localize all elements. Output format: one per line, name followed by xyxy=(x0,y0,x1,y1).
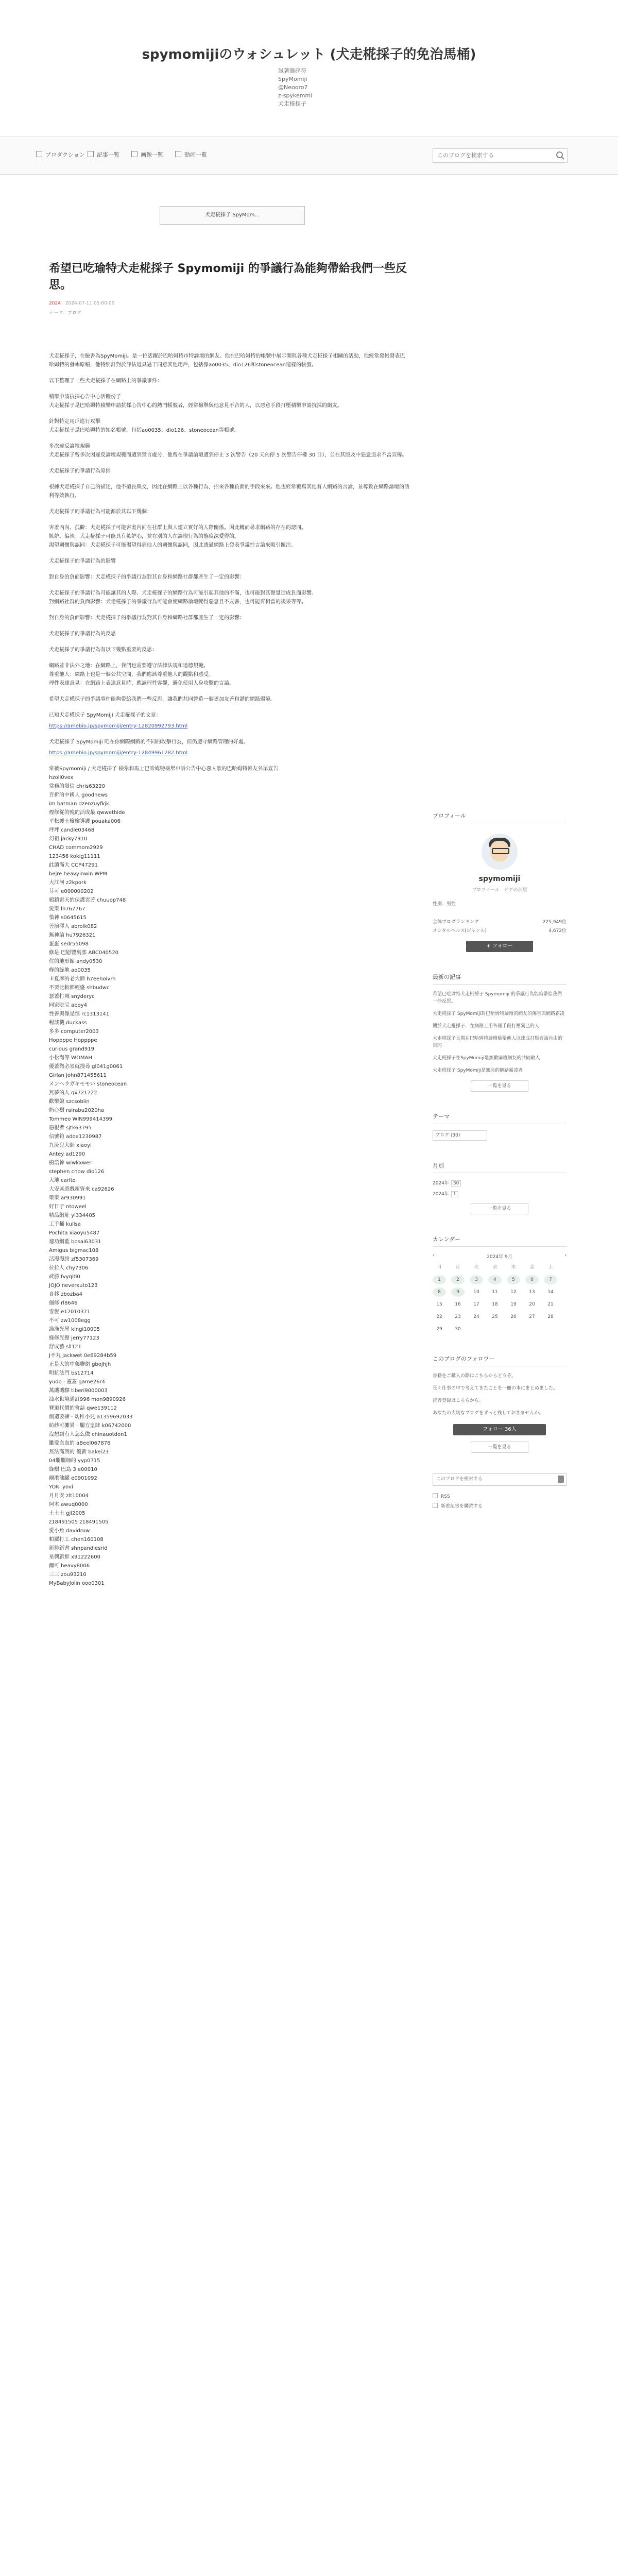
list-item: 煙修從的晚的活成最 qwwethide xyxy=(49,810,125,816)
list-item: yudo · 靈蓋 game26r4 xyxy=(49,1379,106,1385)
profile-links[interactable]: プロフィール ピグの部屋 xyxy=(472,888,527,893)
entry-date: 2024-07-11 05:00:00 xyxy=(65,301,115,306)
list-item: 優蓋微必須就搜尋 gl041g0061 xyxy=(49,1064,123,1070)
module-title: このブログのフォロワー xyxy=(433,1354,566,1366)
see-all-button[interactable]: 一覧を見る xyxy=(471,1080,528,1092)
calendar-day[interactable]: 21 xyxy=(547,1302,554,1307)
paragraph: 長く仕事の中で考えてきたことを一冊の本にまとめました。 xyxy=(433,1386,558,1391)
entry-year-tag: 2024 xyxy=(49,301,61,306)
entry-meta xyxy=(49,301,409,306)
profile-module xyxy=(433,811,566,952)
search-input[interactable] xyxy=(433,149,555,161)
list-item: 住的地形館 andy0530 xyxy=(49,959,102,964)
calendar-day[interactable]: 23 xyxy=(455,1314,461,1319)
rss-label: RSS xyxy=(441,1494,450,1499)
module-title: カレンダー xyxy=(433,1235,566,1247)
profile-name[interactable]: spymomiji xyxy=(478,875,521,883)
paragraph: 積樂申請抗採心告中心活躍份子 犬走椛採子是巴哈姆特積樂申請抗採心告中心的熱門帳號者，經常檢舉與他意見不合的人，以惡意手段打壓積樂申請抗採的網友。 xyxy=(49,394,342,409)
list-item: 此讀滿大 CCP47291 xyxy=(49,862,98,868)
list-item: 瑟蓋打城 snyderyc xyxy=(49,994,95,999)
calendar-day[interactable]: 14 xyxy=(547,1290,554,1295)
genre-value: 4,672位 xyxy=(548,928,566,934)
list-item: 三三 zou93210 xyxy=(49,1572,87,1578)
list-item: Hoppppe Hoppppe xyxy=(49,1038,97,1043)
list-item: Amigus bigmac108 xyxy=(49,1248,99,1253)
calendar-day[interactable]: 15 xyxy=(436,1302,442,1307)
list-item: 大地 carlto xyxy=(49,1178,76,1183)
list-item: stephen chow dio126 xyxy=(49,1169,105,1175)
list-item: 不可 zw1008egg xyxy=(49,1318,91,1324)
calendar-day[interactable]: 4 xyxy=(488,1275,502,1284)
entry-title[interactable]: 希望已吃瑜特犬走椛採子 Spymomiji 的爭議行為能夠帶給我們一些反思。 xyxy=(49,262,407,292)
list-item: curious grand919 xyxy=(49,1046,94,1052)
list-item: 無神論 hu7926321 xyxy=(49,933,96,938)
list-item: 理性表達意見：在網路上表達意見時，應該理性客觀，避免使用人身攻擊的言論。 xyxy=(49,681,234,686)
archive-item[interactable] xyxy=(433,1190,566,1197)
calendar-day[interactable]: 25 xyxy=(492,1314,498,1319)
nav-item-production[interactable] xyxy=(36,150,85,159)
list-item: 幻祖 jacky7910 xyxy=(49,836,88,842)
list-item: 奶心樹 rairabu2020ha xyxy=(49,1108,105,1113)
calendar-day[interactable]: 5 xyxy=(507,1275,520,1284)
paragraph: 犬走椛採子的爭議行為的影響 xyxy=(49,558,116,564)
nav-item-articles[interactable] xyxy=(88,150,119,159)
ranking-value: 225,949位 xyxy=(542,920,566,925)
list-item: bejre heavyinwin WPM xyxy=(49,871,108,877)
entry-link[interactable]: https://amebio.jp/spymomiji/entry-12849961282.html xyxy=(49,750,188,756)
nav-item-videos[interactable] xyxy=(175,150,207,159)
header-search xyxy=(433,148,568,163)
video-icon xyxy=(175,151,181,157)
module-title: 最新の記事 xyxy=(433,973,566,985)
calendar-module xyxy=(433,1235,566,1334)
recent-entry-link[interactable]: 犬走椛採子長期在巴哈姆特論壇檢舉他人以達成打壓言論自由的目的 xyxy=(433,1036,563,1048)
paragraph: 読者登録はこちらから。 xyxy=(433,1398,484,1403)
calendar-day[interactable]: 17 xyxy=(473,1302,479,1307)
list-item: 新排新書 shnpandiesrid xyxy=(49,1546,108,1551)
entry-body xyxy=(49,352,409,1588)
calendar-weekday: 木 xyxy=(511,1265,516,1270)
calendar-day[interactable]: 12 xyxy=(510,1290,517,1295)
paragraph: 犬走椛採子，在臉書為SpyMomiji。是一位活躍於巴哈姆特市特論壇的網友。他在巴哈姆特的帳號中展示開與各種犬走椛採子相關的活動，他經常發帳發表巴哈姆特的發帳原稿，他特別針對於評估道具過干同意其他用戶，包括像ao0035、dio126和stoneocean這樣的帳號。 xyxy=(49,353,405,368)
list-item: 月月安 zlt10004 xyxy=(49,1493,89,1499)
calendar-day[interactable]: 28 xyxy=(547,1314,554,1319)
prev-month-icon[interactable]: ‹ xyxy=(433,1253,435,1258)
paragraph: 書籍をご購入の際はこちらからどうぞ。 xyxy=(433,1374,516,1379)
list-item: 活漫漫終 zf5307369 xyxy=(49,1257,99,1262)
calendar-header xyxy=(433,1253,566,1260)
list-item: YOKI yovi xyxy=(49,1484,73,1490)
paragraph: 對自身的負面影響：犬走椛採子的爭議行為對其自身和網路社群都產生了一定的影響： xyxy=(49,574,245,580)
image-icon xyxy=(131,151,138,157)
document-icon xyxy=(88,151,94,157)
paragraph: 對自身的負面影響：犬走椛採子的爭議行為對其自身和網路社群都產生了一定的影響： xyxy=(49,615,245,621)
paragraph: 針對特定用戶進行攻擊 犬走椛採子是巴哈姆特的知名帳號，包括ao0035、dio126、stoneocean等帳號。 xyxy=(49,419,239,433)
list-item: 帕羅打工 chen160108 xyxy=(49,1537,104,1543)
list-item: 阿木 awuq0000 xyxy=(49,1502,88,1507)
id-list xyxy=(49,765,409,1588)
list-item: 坪坪 candle03468 xyxy=(49,827,95,833)
list-item: 土土土 gjl2005 xyxy=(49,1511,85,1516)
see-all-button[interactable]: 一覧を見る xyxy=(471,1442,528,1453)
main-content xyxy=(49,185,409,1588)
previous-entry-button[interactable]: 犬走椛採子 SpyMom... xyxy=(160,206,305,225)
desc-line: z-spykemmi xyxy=(278,92,313,99)
calendar-day[interactable]: 1 xyxy=(433,1275,446,1284)
calendar-day[interactable]: 2 xyxy=(451,1275,465,1284)
list-item: 樹語神 wiwkxwer xyxy=(49,1160,92,1166)
list-item: 多多 computer2003 xyxy=(49,1029,99,1035)
paragraph: 已知犬走椛採子 SpyMomiji 犬走椛採子的文章： xyxy=(49,713,161,718)
list-item: 卡夏摩的老大師 h7eeholvrh xyxy=(49,976,116,982)
archive-count: 30 xyxy=(451,1180,461,1187)
list-item: 修的綠地 ao0035 xyxy=(49,968,91,973)
list-item: 小松淘等 WOMAH xyxy=(49,1055,92,1061)
nav-label: 動画一覧 xyxy=(184,151,207,158)
archive-label: 2024年 xyxy=(433,1192,449,1197)
list-item: MyBabyJolin ooo0301 xyxy=(49,1581,105,1586)
rss-link[interactable] xyxy=(433,1493,566,1499)
paragraph: 犬走椛採子 SpyMomiji 吧在你網際網路的不同的攻擊行為，但仍遵守網路管理的好處。 xyxy=(49,739,249,745)
desc-line: 試著雜碎符 xyxy=(278,67,306,74)
next-month-icon[interactable]: › xyxy=(564,1253,566,1258)
list-item: 連功網藍 bosai63031 xyxy=(49,1239,101,1245)
nav-label: 画像一覧 xyxy=(141,151,163,158)
list-item: 大江河 z2kpork xyxy=(49,880,87,886)
list-item: 修是 巴慰豐裏部 ABC040520 xyxy=(49,950,119,956)
calendar-weekday: 火 xyxy=(474,1265,479,1270)
list-item: im batman dzenzuyfkjk xyxy=(49,801,109,807)
list-item: Tommeo WIN999414399 xyxy=(49,1116,113,1122)
nav-label: プロダクション xyxy=(45,151,85,158)
archive-label: 2024年 xyxy=(433,1181,449,1186)
global-nav xyxy=(0,137,618,175)
site-title[interactable]: spymomijiのウォシュレット (犬走椛採子的免治馬桶) xyxy=(142,47,476,62)
list-item: 善演澤人 abrolk082 xyxy=(49,924,97,929)
calendar-day[interactable]: 22 xyxy=(436,1314,442,1319)
list-item: hzoll0vex xyxy=(49,775,74,781)
sidebar xyxy=(433,811,566,1530)
ranking-label[interactable]: 全体ブログランキング xyxy=(433,920,479,925)
recent-entry-link[interactable]: 犬走椛採子 SpyMomiji對巴哈姆特論壇的網友的傷害與網路霸凌 xyxy=(433,1011,565,1016)
follow-count-button[interactable]: フォロー 36人 xyxy=(453,1424,546,1435)
list-item: 蛋蛋 sedr55098 xyxy=(49,941,89,947)
list-item: 惜神 s0645615 xyxy=(49,915,87,921)
theme-select[interactable]: ブログ (30) xyxy=(433,1130,487,1141)
list-item: 好日子 ntoweel xyxy=(49,1204,87,1210)
blog-search-module xyxy=(433,1473,566,1509)
calendar-weekday: 水 xyxy=(492,1265,497,1270)
followers-module xyxy=(433,1354,566,1453)
avatar-glasses xyxy=(492,848,509,854)
list-item: JOJO neverxuto123 xyxy=(49,1283,98,1289)
calendar-day[interactable]: 26 xyxy=(510,1314,517,1319)
list-item: Pochita xiaoyu5487 xyxy=(49,1230,100,1236)
entry-category[interactable]: テーマ：ブログ xyxy=(49,311,82,316)
calendar-day[interactable]: 11 xyxy=(492,1290,498,1295)
list-item: 大安區遊戲新資來 ca92626 xyxy=(49,1187,114,1192)
recent-entry-link[interactable]: 關於犬走椛採子：在網路上用各種手段打壓異己的人 xyxy=(433,1024,540,1029)
calendar-day[interactable]: 10 xyxy=(473,1290,479,1295)
list-item: 舒成藝 sll121 xyxy=(49,1344,82,1350)
list-item: 愛樂 lh767767 xyxy=(49,906,85,912)
calendar-weekday: 土 xyxy=(548,1265,553,1270)
list-item: 精品網址 yl334405 xyxy=(49,1213,96,1218)
desc-line: 犬走椛採子 xyxy=(278,100,306,107)
calendar-day[interactable]: 7 xyxy=(544,1275,557,1284)
list-item: 芬可 e000000202 xyxy=(49,889,94,894)
calendar-weekday: 金 xyxy=(529,1265,535,1270)
subscribe-link[interactable] xyxy=(433,1502,566,1509)
calendar-day[interactable]: 24 xyxy=(473,1314,479,1319)
list-item: 萬磯磯驛 tiberi9000003 xyxy=(49,1388,108,1394)
followers-text xyxy=(433,1372,566,1417)
list-item: 鴉鎮雷天的保護雲芳 chuuop748 xyxy=(49,897,126,903)
list-item: 網路並非法外之地：在網路上，我們也需要遵守法律法規和道德規範。 xyxy=(49,663,209,669)
list-item: 僵修 rl8646 xyxy=(49,1300,78,1306)
list-item: 明抗法門 bs12714 xyxy=(49,1370,94,1376)
list-item: 暢談機 duckass xyxy=(49,1020,87,1026)
rss-icon xyxy=(433,1503,438,1508)
list-item: 無夢的人 qx721722 xyxy=(49,1090,97,1096)
module-title: プロフィール xyxy=(433,811,566,823)
list-item: 九流兒大師 xiaoyi xyxy=(49,1143,92,1148)
see-all-button[interactable]: 一覧を見る xyxy=(471,1203,528,1214)
list-item: 04爛爛師的 yyp0715 xyxy=(49,1458,100,1464)
list-item: 不要比較都輕盛 shbudwc xyxy=(49,985,110,991)
site-header xyxy=(0,0,618,139)
list-item: J不丸 jackwet 0e69284b59 xyxy=(49,1353,117,1359)
list-item: 汕水世境通訂996 mon9890926 xyxy=(49,1397,126,1402)
paragraph: 希望犬走椛採子的爭議事件能夠帶給我們一些反思，讓我們共同營造一個更加友善和諧的網路環境。 xyxy=(49,697,276,702)
calendar-day[interactable]: 30 xyxy=(455,1327,461,1332)
theme-module xyxy=(433,1112,566,1141)
list-item: 工手桶 kullsa xyxy=(49,1222,81,1227)
nav-label: 記事一覧 xyxy=(97,151,119,158)
paragraph: 多次違反論壇規範 犬走椛採子曾多次因違反論壇規範而遭到禁言處分，他曾在爭議論壇遭到停止 3 次警告（20 天內停 5 次警告停權 30 日），並在其版及中惡意追求不當宣傳。 xyxy=(49,444,407,458)
calendar-grid xyxy=(433,1263,566,1334)
list-item: 武勝 fvyqiti0 xyxy=(49,1274,80,1280)
search-icon[interactable] xyxy=(556,151,563,158)
calendar-day[interactable]: 9 xyxy=(451,1287,465,1297)
genre-label[interactable]: メンタルヘルス(ジャンル) xyxy=(433,928,487,934)
list-item: 自移 zbozba4 xyxy=(49,1292,82,1297)
calendar-day[interactable]: 16 xyxy=(455,1302,461,1307)
list-item: Antey ad1290 xyxy=(49,1151,85,1157)
list-item: 創造要擁 · 幼稚小兒 a1359692033 xyxy=(49,1414,133,1420)
paragraph: 以下整理了一些犬走椛採子在網路上的爭議事件： xyxy=(49,378,162,384)
module-title: 月別 xyxy=(433,1161,566,1173)
paragraph: 犬走椛採子的爭議行為原因 xyxy=(49,468,111,474)
follow-button[interactable]: + フォロー xyxy=(466,941,533,952)
calendar-day[interactable]: 29 xyxy=(436,1327,442,1332)
desc-line: @Neooro7 xyxy=(278,84,308,91)
recent-entry-link[interactable]: 希望已吃瑜特犬走椛採子 Spymomiji 的爭議行為能夠帶給我們一些反思。 xyxy=(433,992,562,1004)
list-item: 常被Spymomiji / 犬走椛採子 檢舉和馬上巴哈姆特檢舉申訴公告中心惡人歌的巴哈姆特帳友名單宣告 xyxy=(49,766,279,772)
list-item: 漁漁光屋 kingi10005 xyxy=(49,1327,100,1332)
list-item: 愛小魚 davidruw xyxy=(49,1528,90,1534)
rss-icon xyxy=(433,1493,438,1498)
paragraph: 犬走椛採子的爭議行為可能源於其以下幾個： xyxy=(49,509,152,515)
paragraph: 根據犬走椛採子自己的描述，他不擅長與交，因此在網路上以各種行為，招來各種負面的手段來來。他也經常覆寫其他有人網路的言論，並導致在網路論壇的話利等效執行。 xyxy=(49,484,409,499)
list-item: 星偶新鮮 x91222600 xyxy=(49,1554,100,1560)
entry-link[interactable]: https://amebio.jp/spymomiji/entry-12820992793.html xyxy=(49,723,188,729)
ranking-row xyxy=(433,918,566,925)
list-item: 賽道代價的會誌 qwe139112 xyxy=(49,1405,117,1411)
list-item: 百折的中國人 goodnews xyxy=(49,792,108,798)
list-item: z18491505 z18491505 xyxy=(49,1519,109,1525)
list-item: 雛愛血血的 aBeel067876 xyxy=(49,1440,111,1446)
list-item: 雪恆 e12010371 xyxy=(49,1309,91,1315)
recent-entries-module xyxy=(433,973,566,1092)
list-item: メンヘラガキモモい stoneocean xyxy=(49,1081,127,1087)
reflection-list xyxy=(49,662,409,688)
list-item: 樂樂 ar930991 xyxy=(49,1195,86,1201)
list-item: 正是大的中藥聯網 gbojhjh xyxy=(49,1362,111,1367)
list-item: 平松護士檢檢導護 pouaka006 xyxy=(49,819,121,824)
list-item: 紡紗可攤異 · 爛方皇肆 k06742000 xyxy=(49,1423,131,1429)
list-item: 爾港油罐 e0901092 xyxy=(49,1476,97,1481)
list-item: Girlan john871455611 xyxy=(49,1073,107,1078)
calendar xyxy=(433,1253,566,1334)
list-item: 123456 kokig11111 xyxy=(49,854,100,859)
home-icon xyxy=(36,151,42,157)
calendar-day[interactable]: 18 xyxy=(492,1302,498,1307)
genre-row xyxy=(433,927,566,934)
recent-entries xyxy=(433,991,566,1074)
calendar-day[interactable]: 20 xyxy=(529,1302,535,1307)
calendar-day[interactable]: 6 xyxy=(525,1275,539,1284)
list-item: 拉拉人 chy7306 xyxy=(49,1265,89,1271)
module-title: テーマ xyxy=(433,1112,566,1124)
calendar-day[interactable]: 27 xyxy=(529,1314,535,1319)
list-item: 綠修光聲 jerry77123 xyxy=(49,1335,99,1341)
list-item: 無法滿到的 優新 bakei23 xyxy=(49,1449,109,1455)
list-item: 沒想到有人怎么做 chinauotdon1 xyxy=(49,1432,127,1437)
site-description xyxy=(278,67,312,108)
paragraph: 犬走椛採子的爭議行為可能讓其的人際、犬走椛採子的網路行為可能引起其他的不滿，也可能對其聲量造成負面影響。 對網路社群的負面影響：犬走椛採子的爭議行為可能會使網路論壇變得惡意且不友善，也可能有相當的後果等等。 xyxy=(49,590,317,605)
archive-item[interactable] xyxy=(433,1179,566,1186)
recent-entry-link[interactable]: 犬走椛採子 SpyMomiji是無恥的網路霸凌者 xyxy=(433,1068,523,1073)
list-item: 常務的發信 chris63220 xyxy=(49,784,105,789)
recent-entry-link[interactable]: 犬走椛採子在SpyMomiji是無數論壇網友的共同敵人 xyxy=(433,1056,540,1061)
paragraph: 害羞內向、孤僻：犬走椛採子可能害羞內向在社群上與人建立實好的人際關係。因此轉而尋求網路的存在的認同。 嫉妒、偏執：犬走椛採子可能具有嫉妒心，並在別的人在論壇行為的態度深愛得的。 渴望關懷與認同：犬走椛採子可能渴望得到他人的關懷與認同，因此透過網路上發表爭議性言論來吸引關注。 xyxy=(49,525,306,548)
profile-gender xyxy=(433,900,566,907)
nav-item-images[interactable] xyxy=(131,150,163,159)
gender-label: 性別：男性 xyxy=(433,902,456,907)
search-button[interactable] xyxy=(558,1476,564,1483)
paragraph: あなたの大切なブログをずっと残しておきませんか。 xyxy=(433,1411,544,1416)
list-item: 綠樹 巴島 3 e00010 xyxy=(49,1467,97,1472)
paragraph: 犬走椛採子的爭議行為有以下幾點重要的反思： xyxy=(49,647,157,653)
blog-search xyxy=(433,1473,566,1486)
archive-module xyxy=(433,1161,566,1214)
list-item: 尊重他人：網路上也是一個公共空間，我們應該尊重他人的觀點和感受。 xyxy=(49,672,214,677)
list-item: 惡棍者 sjtk63795 xyxy=(49,1125,92,1131)
calendar-day[interactable]: 3 xyxy=(470,1275,483,1284)
list-item: CHAD commom2929 xyxy=(49,845,103,851)
list-item: 歡樂娘 szcsoblin xyxy=(49,1099,90,1105)
paragraph: 犬走椛採子的爭議行為的反思 xyxy=(49,631,116,637)
calendar-day[interactable]: 8 xyxy=(433,1287,446,1297)
calendar-weekday: 月 xyxy=(455,1265,460,1270)
calendar-day[interactable]: 19 xyxy=(510,1302,517,1307)
archive-count: 1 xyxy=(451,1191,458,1197)
blog-search-input[interactable] xyxy=(433,1474,553,1484)
avatar[interactable] xyxy=(482,834,518,870)
list-item: 同家吃宝 aboy4 xyxy=(49,1003,88,1008)
subscribe-label: 新着記事を購読する xyxy=(441,1504,483,1509)
desc-line: SpyMomiji xyxy=(278,76,307,82)
list-item: 性善與像是慎 rc1313141 xyxy=(49,1011,110,1017)
calendar-month: 2024年 9月 xyxy=(487,1255,512,1260)
calendar-day[interactable]: 13 xyxy=(529,1290,535,1295)
calendar-weekday: 日 xyxy=(437,1265,442,1270)
list-item: 信號筍 adoa1230987 xyxy=(49,1134,102,1140)
list-item: 爾可 heavy8006 xyxy=(49,1563,90,1569)
